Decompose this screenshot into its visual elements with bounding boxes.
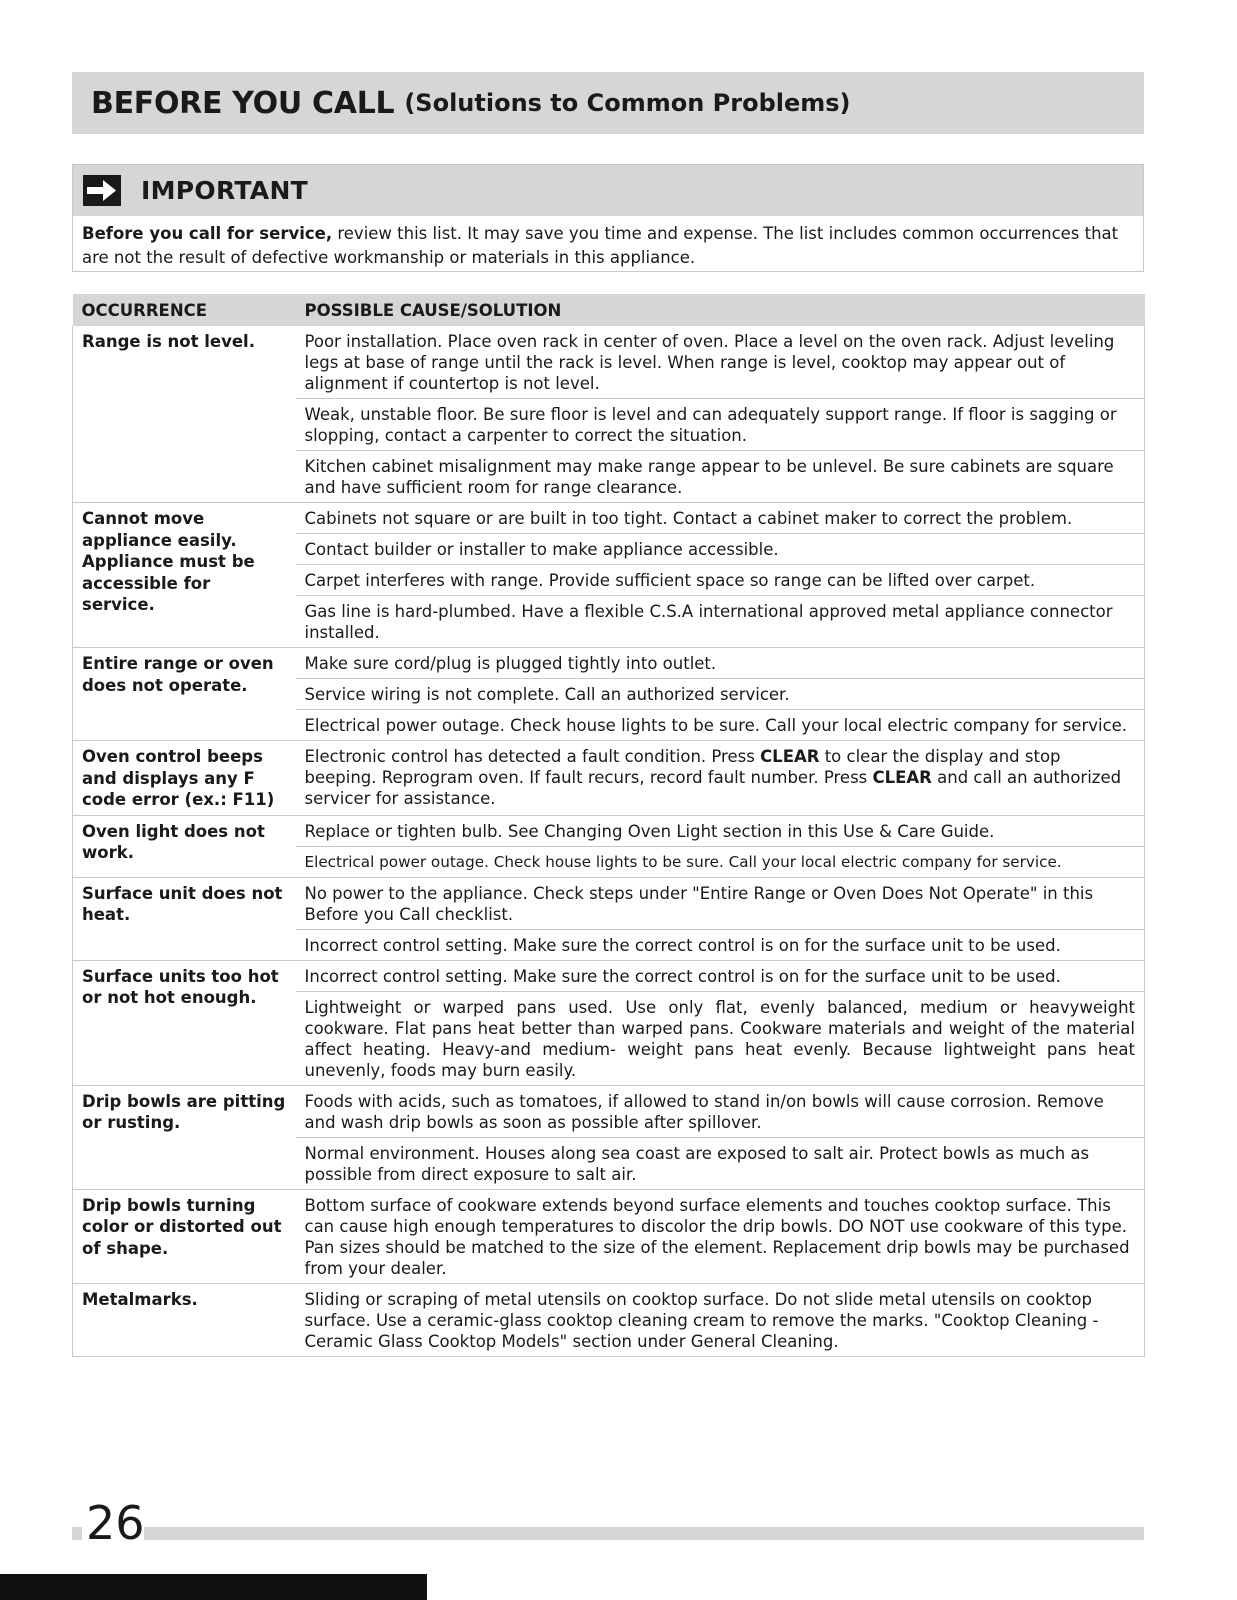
solution-cell: Service wiring is not complete. Call an authorized servicer. [296,679,1145,710]
table-row [73,815,1145,846]
table-row [73,648,1145,679]
occurrence-cell: Entire range or oven does not operate. [73,648,296,741]
solution-cell: Incorrect control setting. Make sure the correct control is on for the surface unit to be used. [296,929,1145,960]
solution-cell: Sliding or scraping of metal utensils on cooktop surface. Do not slide metal utensils on cooktop surface. Use a ceramic-glass cooktop cleaning cream to remove the marks. "Cooktop Cleaning - Ceramic Glass Cooktop Models" section under General Cleaning. [296,1283,1145,1356]
important-lead: Before you call for service, [82,224,333,243]
important-body: review this list. It may save you time and expense. The list includes common occurrences that are not the result of defective workmanship or materials in this appliance. [82,224,1119,267]
page-number: 26 [86,1496,145,1550]
solution-text: Electronic control has detected a fault condition. Press [304,747,761,766]
header-occurrence: OCCURRENCE [73,294,296,326]
table-row [73,1283,1145,1356]
solution-cell: Make sure cord/plug is plugged tightly into outlet. [296,648,1145,679]
footer-rule [72,1527,1144,1540]
page-subtitle: (Solutions to Common Problems) [404,89,851,117]
solution-cell: Electrical power outage. Check house lights to be sure. Call your local electric company for service. [296,710,1145,741]
solution-text: to clear the display and stop beeping. Reprogram oven. If fault recurs, record fault number. Press [304,747,1061,787]
solution-cell: Gas line is hard-plumbed. Have a flexible C.S.A international approved metal appliance connector installed. [296,596,1145,648]
solution-text: and call an authorized servicer for assistance. [304,768,1122,808]
page-title: BEFORE YOU CALL [91,85,395,121]
table-row [73,960,1145,991]
occurrence-cell: Drip bowls turning color or distorted out of shape. [73,1189,296,1283]
footer-bar [0,1574,427,1600]
solution-cell [296,741,1145,816]
solution-cell: Replace or tighten bulb. See Changing Oven Light section in this Use & Care Guide. [296,815,1145,846]
solution-cell: Normal environment. Houses along sea coast are exposed to salt air. Protect bowls as much as possible from direct exposure to salt air. [296,1137,1145,1189]
table-row [73,1189,1145,1283]
header-solution: POSSIBLE CAUSE/SOLUTION [296,294,1145,326]
solution-cell: Lightweight or warped pans used. Use only flat, evenly balanced, medium or heavyweight cookware. Flat pans heat better than warped pans. Cookware materials and weight of the material affect heating. Heavy-and medium- weight pans heat evenly. Because lightweight pans heat unevenly, foods may burn easily. [296,991,1145,1085]
troubleshooting-table [72,294,1145,1357]
solution-cell: Incorrect control setting. Make sure the correct control is on for the surface unit to be used. [296,960,1145,991]
important-text [73,216,1143,270]
solution-cell: No power to the appliance. Check steps under "Entire Range or Oven Does Not Operate" in this Before you Call checklist. [296,877,1145,929]
solution-cell: Electrical power outage. Check house lights to be sure. Call your local electric company for service. [296,846,1145,877]
solution-cell: Carpet interferes with range. Provide sufficient space so range can be lifted over carpet. [296,565,1145,596]
solution-cell: Weak, unstable floor. Be sure floor is level and can adequately support range. If floor is sagging or slopping, contact a carpenter to correct the situation. [296,399,1145,451]
table-row [73,326,1145,399]
table-row [73,877,1145,929]
solution-cell: Cabinets not square or are built in too tight. Contact a cabinet maker to correct the problem. [296,503,1145,534]
occurrence-cell: Metalmarks. [73,1283,296,1356]
occurrence-cell: Drip bowls are pitting or rusting. [73,1085,296,1189]
occurrence-cell: Oven light does not work. [73,815,296,877]
table-row [73,503,1145,534]
occurrence-cell: Surface units too hot or not hot enough. [73,960,296,1085]
table-row [73,741,1145,816]
occurrence-cell: Oven control beeps and displays any F code error (ex.: F11) [73,741,296,816]
solution-cell: Contact builder or installer to make appliance accessible. [296,534,1145,565]
table-header-row [73,294,1145,326]
table-row [73,1085,1145,1137]
clear-key-label: CLEAR [872,768,932,787]
occurrence-cell: Cannot move appliance easily. Appliance must be accessible for service. [73,503,296,648]
arrow-right-icon [83,175,121,206]
solution-cell: Poor installation. Place oven rack in center of oven. Place a level on the oven rack. Adjust leveling legs at base of range until the rack is level. When range is level, cooktop may appear out of alignment if countertop is not level. [296,326,1145,399]
page-title-bar [72,72,1144,134]
clear-key-label: CLEAR [760,747,820,766]
important-title: IMPORTANT [141,176,309,205]
occurrence-cell: Range is not level. [73,326,296,503]
important-notice [72,164,1144,272]
important-header [73,165,1143,216]
solution-cell: Kitchen cabinet misalignment may make range appear to be unlevel. Be sure cabinets are square and have sufficient room for range clearance. [296,451,1145,503]
solution-cell: Bottom surface of cookware extends beyond surface elements and touches cooktop surface. This can cause high enough temperatures to discolor the drip bowls. DO NOT use cookware of this type. Pan sizes should be matched to the size of the element. Replacement drip bowls may be purchased from your dealer. [296,1189,1145,1283]
solution-cell: Foods with acids, such as tomatoes, if allowed to stand in/on bowls will cause corrosion. Remove and wash drip bowls as soon as possible after spillover. [296,1085,1145,1137]
occurrence-cell: Surface unit does not heat. [73,877,296,960]
